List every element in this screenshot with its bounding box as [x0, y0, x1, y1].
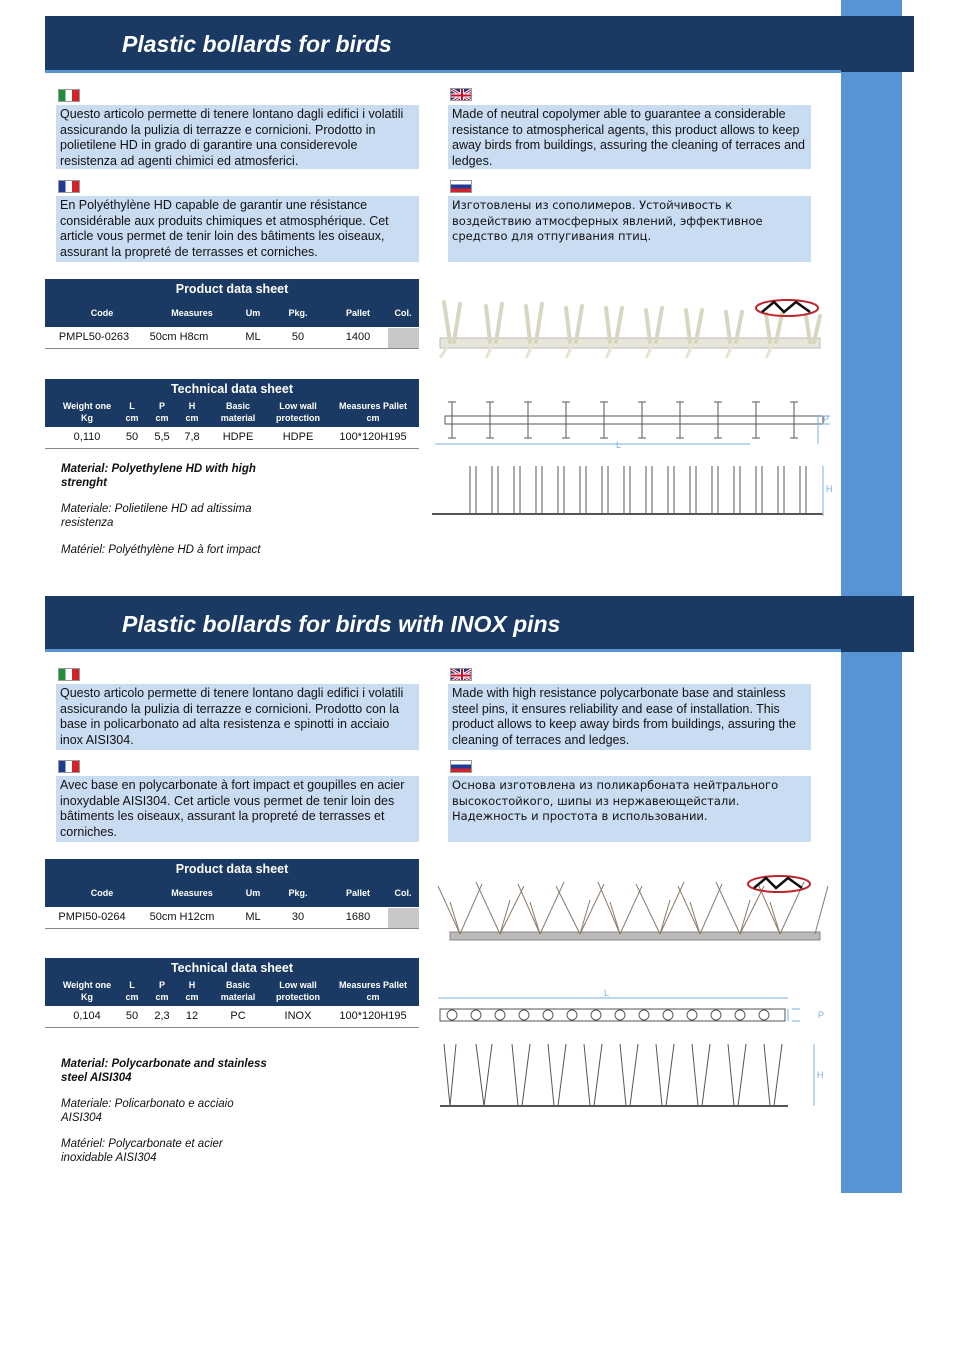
section1-material-it: Materiale: Polietilene HD ad altissima resistenza — [61, 503, 252, 529]
col-pallet-unit: cm — [366, 992, 380, 1002]
col-um: Um — [245, 308, 261, 318]
col-basic: Basic — [225, 980, 251, 990]
cell-measures: 50cm H12cm — [149, 911, 215, 923]
section1-technical-sheet-header — [45, 379, 419, 427]
col-measures: Measures — [171, 308, 213, 318]
section1-technical-drawing — [430, 396, 840, 520]
col-lowwall: Low wall — [279, 401, 317, 411]
flag-italy-icon — [58, 89, 80, 102]
section1-desc-it: Questo articolo permette di tenere lontano dagli edifici i volatili assicurando la pulizia di terrazze e cornicioni. Prodotto in polietilene HD in grado di garantire una considerevole resistenza ad agenti chimici ed atmosferici. — [56, 105, 419, 169]
section2-header-underline — [45, 649, 841, 652]
section2-product-sheet-header — [45, 859, 419, 907]
flag-france-icon — [58, 760, 80, 773]
diagram2-label-p: P — [818, 1010, 825, 1020]
cell-basic: PC — [230, 1010, 246, 1022]
cell-color-swatch — [388, 328, 419, 348]
cell-p: 2,3 — [154, 1010, 170, 1022]
section1-header-underline — [45, 70, 841, 73]
col-pallet-measures: Measures Pallet — [338, 980, 408, 990]
flag-france-icon — [58, 180, 80, 193]
section1-desc-fr: En Polyéthylène HD capable de garantir une résistance considérable aux produits chimiques et atmosphérique. Cet article vous permet de tenir loin des bâtiments les oiseaux, assurant la propreté de terrasses et corniches. — [56, 196, 419, 262]
col-l: L — [129, 401, 135, 411]
diagram1-label-p: P — [823, 414, 830, 424]
flag-russia-icon — [450, 180, 472, 193]
section2-technical-sheet-header — [45, 958, 419, 1006]
brand-logo-icon — [754, 298, 820, 318]
cell-measures: 50cm H8cm — [149, 331, 209, 343]
col-pallet: Pallet — [345, 888, 371, 898]
diagram1-label-h: H — [826, 484, 833, 494]
product-sheet-title: Product data sheet — [175, 282, 289, 296]
col-code: Code — [90, 888, 114, 898]
cell-lowwall: HDPE — [282, 431, 314, 443]
brand-logo-icon — [746, 874, 812, 894]
section2-product-row — [45, 908, 419, 929]
col-h: H — [188, 980, 196, 990]
col-measures: Measures — [171, 888, 213, 898]
col-basic-2: material — [220, 992, 256, 1002]
section2-desc-en: Made with high resistance polycarbonate base and stainless steel pins, it ensures reliability and ease of installation. This product allows to keep away birds from buildings, assuring the cleaning of terraces and ledges. — [448, 684, 811, 750]
section2-material-fr: Matériel: Polycarbonate et acier inoxidable AISI304 — [61, 1138, 223, 1164]
cell-weight: 0,110 — [73, 431, 101, 443]
cell-um: ML — [245, 911, 261, 923]
col-p: P — [158, 401, 166, 411]
cell-code: PMPI50-0264 — [58, 911, 126, 923]
section1-material-fr: Matériel: Polyéthylène HD à fort impact — [61, 544, 261, 556]
col-pkg: Pkg. — [288, 888, 308, 898]
flag-russia-icon — [450, 760, 472, 773]
col-lowwall-2: protection — [276, 413, 320, 423]
col-basic: Basic — [225, 401, 251, 411]
section2-desc-fr: Avec base en polycarbonate à fort impact et goupilles en acier inoxydable AISI304. Cet article vous permet de tenir loin des bâtiments les oiseaux, assurant la propreté de terrasses et corniches. — [56, 776, 419, 842]
cell-color-swatch — [388, 908, 419, 928]
col-col: Col. — [394, 308, 412, 318]
col-lowwall-2: protection — [276, 992, 320, 1002]
col-pallet-unit: cm — [366, 413, 380, 423]
col-pallet: Pallet — [345, 308, 371, 318]
product-sheet-title: Product data sheet — [175, 862, 289, 876]
section2-desc-it: Questo articolo permette di tenere lontano dagli edifici i volatili assicurando la pulizia di terrazze e cornicioni. Prodotto con la base in policarbonato ad alta resistenza e spinotti in acciaio inox AISI304. — [56, 684, 419, 750]
diagram2-label-h: H — [817, 1070, 824, 1080]
cell-lowwall: INOX — [284, 1010, 312, 1022]
col-l-unit: cm — [125, 413, 139, 423]
col-um: Um — [245, 888, 261, 898]
section1-title: Plastic bollards for birds — [122, 31, 392, 57]
col-weight: Weight one — [62, 980, 112, 990]
flag-uk-icon — [450, 88, 472, 101]
section1-technical-row — [45, 428, 419, 449]
cell-p: 5,5 — [154, 431, 170, 443]
col-weight-unit: Kg — [81, 992, 93, 1002]
technical-sheet-title: Technical data sheet — [170, 382, 294, 396]
col-pallet-measures: Measures Pallet — [338, 401, 408, 411]
cell-pkg: 30 — [291, 911, 305, 923]
cell-pallet-measures: 100*120H195 — [339, 431, 407, 443]
section1-desc-ru: Изготовлены из сополимеров. Устойчивость к воздействию атмосферных явлений, эффективное средство для отпугивания птиц. — [448, 196, 811, 262]
cell-h: 7,8 — [184, 431, 200, 443]
col-weight: Weight one — [62, 401, 112, 411]
section2-material-en: Material: Polycarbonate and stainless steel AISI304 — [61, 1058, 267, 1084]
section1-product-sheet-header — [45, 279, 419, 327]
cell-pkg: 50 — [291, 331, 305, 343]
cell-weight: 0,104 — [73, 1010, 101, 1022]
col-col: Col. — [394, 888, 412, 898]
col-l: L — [129, 980, 135, 990]
cell-h: 12 — [185, 1010, 199, 1022]
col-basic-2: material — [220, 413, 256, 423]
section2-title: Plastic bollards for birds with INOX pins — [122, 611, 561, 637]
col-h-unit: cm — [185, 992, 199, 1002]
col-code: Code — [90, 308, 114, 318]
col-h: H — [188, 401, 196, 411]
col-l-unit: cm — [125, 992, 139, 1002]
col-p: P — [158, 980, 166, 990]
section1-desc-en: Made of neutral copolymer able to guarantee a considerable resistance to atmospherical agents, this product allows to keep away birds from buildings, assuring the cleaning of terraces and ledges. — [448, 105, 811, 169]
section2-technical-row — [45, 1007, 419, 1028]
section1-product-row — [45, 328, 419, 349]
col-weight-unit: Kg — [81, 413, 93, 423]
cell-code: PMPL50-0263 — [58, 331, 130, 343]
cell-l: 50 — [125, 431, 139, 443]
col-lowwall: Low wall — [279, 980, 317, 990]
cell-pallet: 1680 — [345, 911, 371, 923]
section2-desc-ru: Основа изготовлена из поликарбоната нейтрального высокостойкого, шипы из нержавеющейстали. Надежность и простота в использовании. — [448, 776, 811, 842]
col-p-unit: cm — [155, 413, 169, 423]
diagram1-label-l: L — [616, 440, 622, 450]
col-pkg: Pkg. — [288, 308, 308, 318]
col-h-unit: cm — [185, 413, 199, 423]
flag-italy-icon — [58, 668, 80, 681]
flag-uk-icon — [450, 668, 472, 681]
technical-sheet-title: Technical data sheet — [170, 961, 294, 975]
col-p-unit: cm — [155, 992, 169, 1002]
cell-pallet: 1400 — [345, 331, 371, 343]
cell-um: ML — [245, 331, 261, 343]
cell-basic: HDPE — [222, 431, 254, 443]
cell-pallet-measures: 100*120H195 — [339, 1010, 407, 1022]
cell-l: 50 — [125, 1010, 139, 1022]
diagram2-label-l: L — [604, 988, 610, 998]
section2-technical-drawing — [436, 988, 836, 1112]
section2-material-it: Materiale: Policarbonato e acciaio AISI304 — [61, 1098, 234, 1124]
section1-material-en: Material: Polyethylene HD with high strenght — [61, 463, 256, 489]
